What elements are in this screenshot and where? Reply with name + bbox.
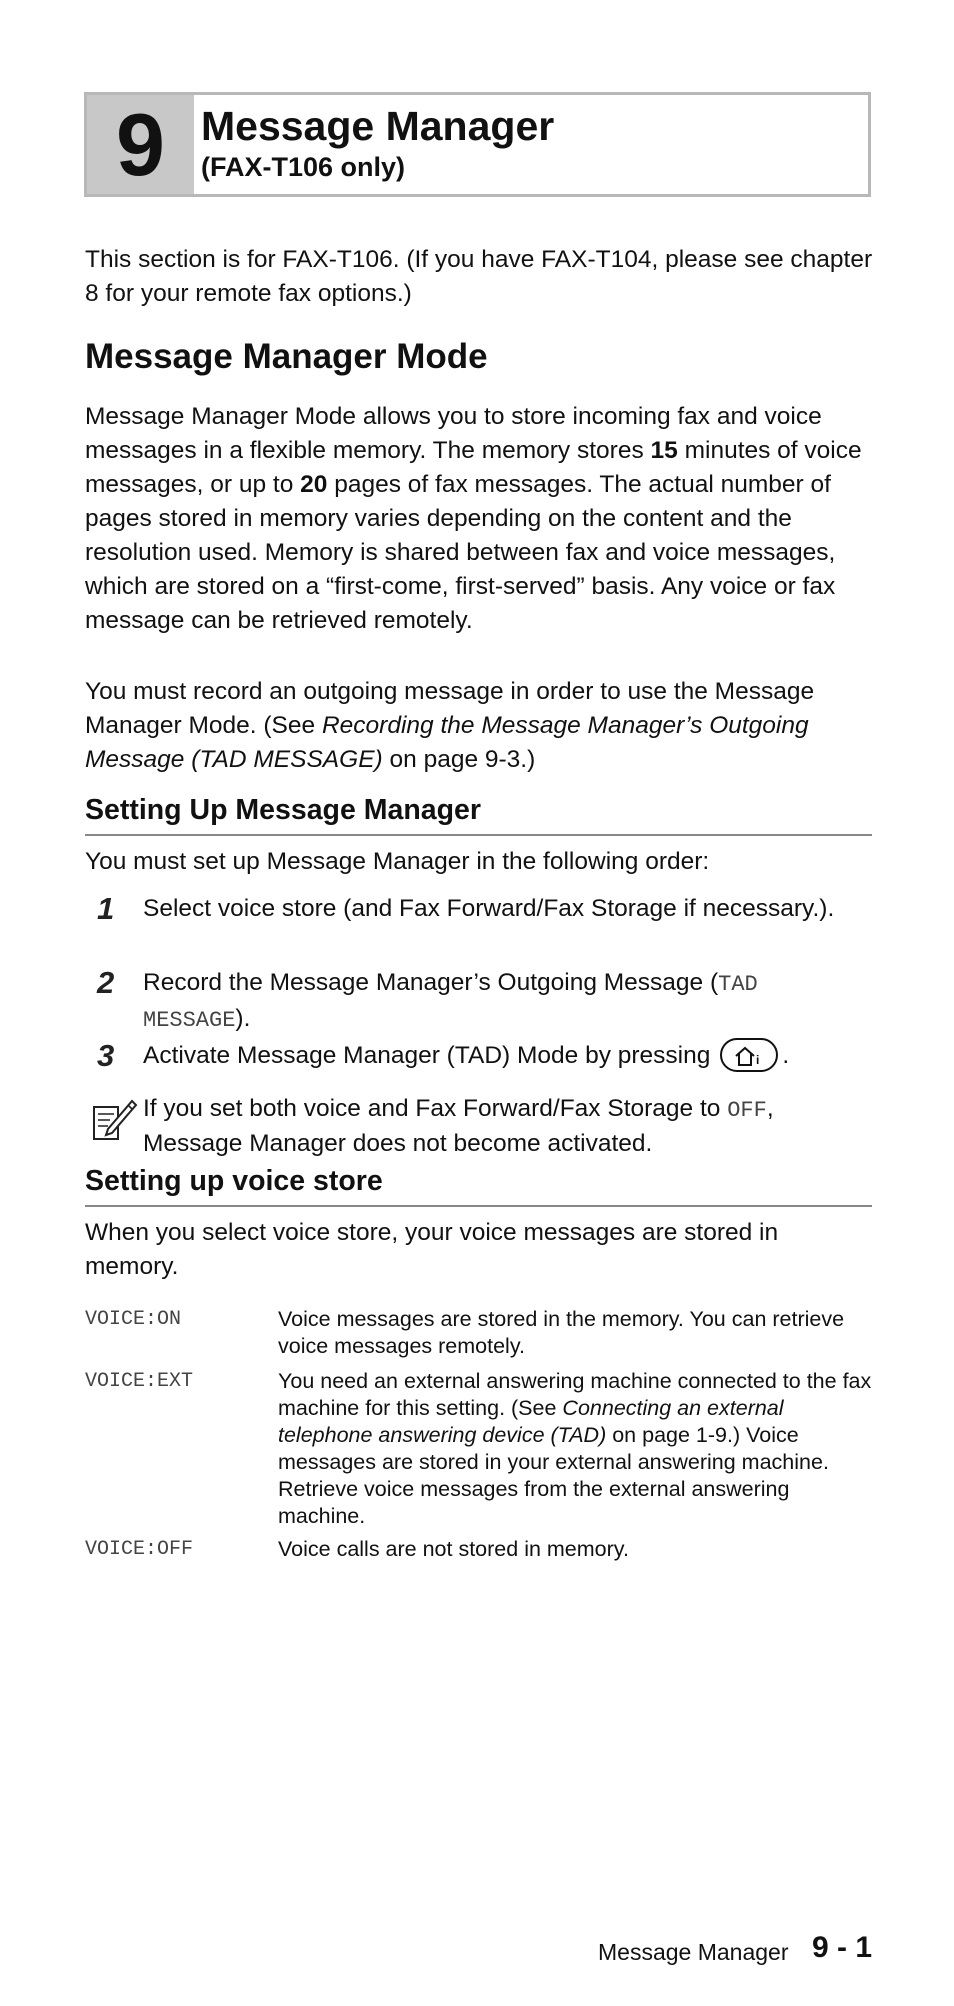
display-code: TAD MESSAGE <box>143 972 758 1033</box>
heading-divider <box>85 834 872 836</box>
option-term: VOICE:ON <box>85 1308 182 1331</box>
intro-paragraph: This section is for FAX-T106. (If you have FAX-T104, please see chapter 8 for your remote fax options.) <box>85 246 873 307</box>
note-pencil-icon <box>90 1097 138 1148</box>
option-description <box>278 1368 874 1530</box>
step-number: 3 <box>97 1038 115 1073</box>
voice-minutes-value: 15 <box>650 437 678 464</box>
mode-para2-text: on page 9-3.) <box>382 746 536 773</box>
step-text-part: . <box>782 1042 790 1069</box>
step-number: 2 <box>97 965 115 1000</box>
fax-pages-value: 20 <box>300 471 328 498</box>
note-text <box>143 1092 873 1160</box>
mode-para2-text: You must record an outgoing message in order to use the Message Manager Mode. (See <box>85 678 815 739</box>
note-text-part: If you set both voice and Fax Forward/Fax Storage to <box>143 1095 728 1122</box>
voice-store-intro: When you select voice store, your voice messages are stored in memory. <box>85 1219 779 1280</box>
option-term: VOICE:OFF <box>85 1538 194 1561</box>
mode-paragraph-2 <box>85 675 873 777</box>
mode-para1-text: pages of fax messages. The actual number of pages stored in memory varies depending on the content and the resolution used. Memory is shared between fax and voice messages, which are stored on a “first-come, first-served” basis. Any voice or fax message can be retrieved remotely. <box>85 471 836 634</box>
mode-para1-text: Message Manager Mode allows you to store incoming fax and voice messages in a flexible memory. The memory stores <box>85 403 822 464</box>
chapter-number: 9 <box>87 95 194 194</box>
section-heading-setup: Setting Up Message Manager <box>85 794 481 826</box>
chapter-title: Message Manager <box>201 103 555 149</box>
tad-home-button-icon <box>720 1038 778 1072</box>
step-text-part: Activate Message Manager (TAD) Mode by pressing <box>143 1042 711 1069</box>
svg-text:i: i <box>756 1052 760 1067</box>
mode-paragraph-1 <box>85 400 873 638</box>
cross-reference: Recording the Message Manager’s Outgoing Message (TAD MESSAGE) <box>85 712 809 773</box>
option-desc-part: on page 1-9.) Voice messages are stored in your external answering machine. Retrieve voice messages from the external answering machine. <box>278 1423 829 1528</box>
step-number: 1 <box>97 891 115 926</box>
step-text: Select voice store (and Fax Forward/Fax Storage if necessary.). <box>143 895 835 922</box>
option-description: Voice calls are not stored in memory. <box>278 1537 629 1561</box>
chapter-subtitle: (FAX-T106 only) <box>201 152 406 182</box>
option-term: VOICE:EXT <box>85 1370 194 1393</box>
cross-reference: Connecting an external telephone answering device (TAD) <box>278 1396 784 1447</box>
step-text <box>143 1039 863 1074</box>
footer-label: Message Manager <box>598 1939 789 1965</box>
option-description: Voice messages are stored in the memory. You can retrieve voice messages remotely. <box>278 1307 845 1358</box>
setup-intro: You must set up Message Manager in the following order: <box>85 848 710 875</box>
page-number: 9 - 1 <box>812 1931 873 1964</box>
display-code: OFF <box>727 1098 767 1123</box>
step-text-part: Record the Message Manager’s Outgoing Message ( <box>143 969 719 996</box>
step-text <box>143 966 863 1038</box>
heading-divider <box>85 1205 872 1207</box>
chapter-header <box>84 92 871 197</box>
section-heading-mode: Message Manager Mode <box>85 337 488 376</box>
step-text-part: ). <box>235 1005 251 1032</box>
option-desc-part: You need an external answering machine connected to the fax machine for this setting. (See <box>278 1369 872 1420</box>
section-heading-voice-store: Setting up voice store <box>85 1165 383 1197</box>
mode-para1-text: minutes of voice messages, or up to <box>85 437 862 498</box>
note-text-part: , Message Manager does not become activated. <box>143 1095 774 1157</box>
